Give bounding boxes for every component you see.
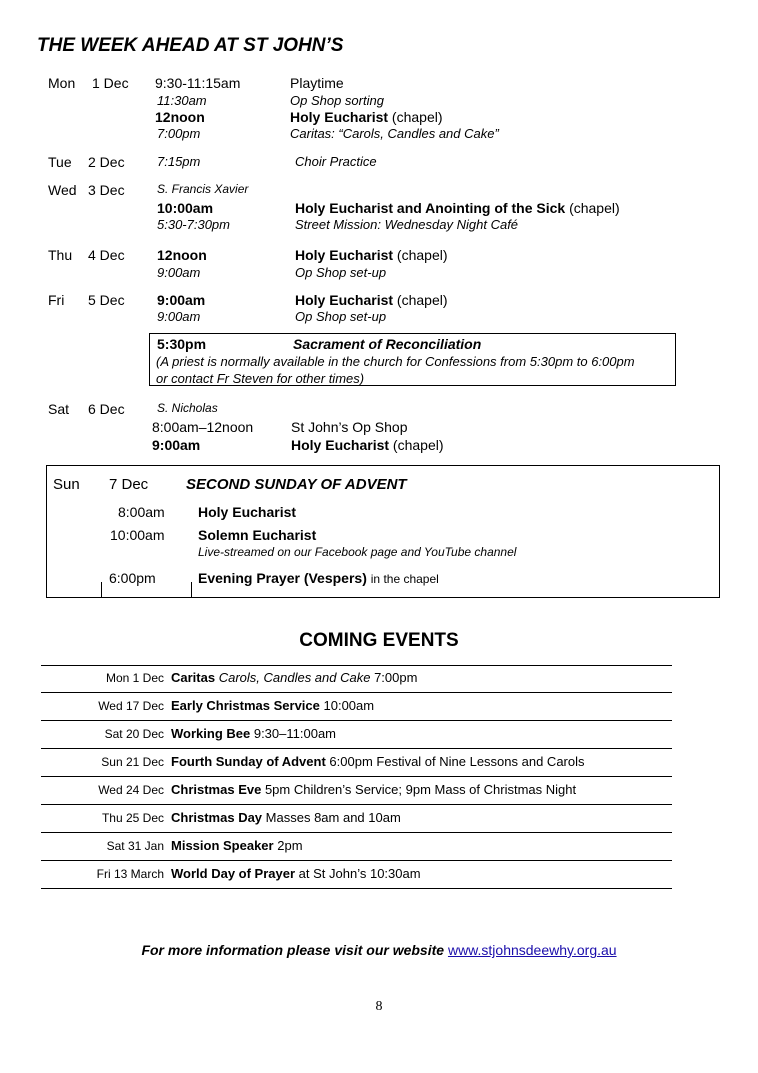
event-note: in the chapel <box>370 572 439 586</box>
event-time: 6:00pm <box>109 570 156 586</box>
reconciliation-title: Sacrament of Reconciliation <box>293 336 482 352</box>
event-title: World Day of Prayer <box>171 866 296 881</box>
event-detail: 2pm <box>277 838 303 853</box>
event-detail: 6:00pm Festival of Nine Lessons and Carols <box>329 754 585 769</box>
event-time: 7:00pm <box>374 670 418 685</box>
saint-day: S. Francis Xavier <box>157 182 249 196</box>
event-detail: Masses 8am and 10am <box>265 810 401 825</box>
event-time: 8:00am–12noon <box>152 419 254 435</box>
event-title: Caritas <box>171 670 216 685</box>
day-name: Sat <box>48 401 70 417</box>
event-name: Choir Practice <box>295 154 377 169</box>
event-name: Caritas: “Carols, Candles and Cake” <box>290 126 499 141</box>
event-date: Sat 31 Jan <box>106 839 164 853</box>
event-time: 12noon <box>157 247 207 263</box>
event-detail: 9:30–11:00am <box>253 726 337 741</box>
event-time: 7:00pm <box>157 126 201 141</box>
day-name: Fri <box>48 292 65 308</box>
event-title: Holy Eucharist <box>295 292 394 308</box>
event-row <box>41 861 672 889</box>
event-note: Live-streamed on our Facebook page and YouTube channel <box>198 545 517 559</box>
event-time: 9:00am <box>152 437 201 453</box>
day-name: Tue <box>48 154 72 170</box>
event-date: Wed 17 Dec <box>98 699 164 713</box>
event-name <box>291 437 444 453</box>
event-time: 9:30-11:15am <box>155 75 241 91</box>
day-date: 1 Dec <box>92 75 129 91</box>
sunday-heading: SECOND SUNDAY OF ADVENT <box>186 476 407 493</box>
day-date: 4 Dec <box>88 247 125 263</box>
event-description <box>171 838 303 853</box>
day-date: 3 Dec <box>88 182 125 198</box>
day-name: Thu <box>48 247 73 263</box>
sunday-box-tick <box>101 582 102 598</box>
event-name: Op Shop set-up <box>295 309 387 324</box>
day-date: 6 Dec <box>88 401 125 417</box>
day-date: 5 Dec <box>88 292 125 308</box>
event-row <box>41 749 672 777</box>
day-date: 7 Dec <box>109 476 149 493</box>
event-detail: Carols, Candles and Cake <box>218 670 371 685</box>
event-description <box>171 866 421 881</box>
event-row <box>41 805 672 833</box>
event-name: Holy Eucharist <box>198 504 297 520</box>
event-note: (chapel) <box>396 247 448 263</box>
event-row <box>41 721 672 749</box>
event-time: 12noon <box>155 109 205 125</box>
event-title: Holy Eucharist <box>291 437 390 453</box>
event-title: Mission Speaker <box>171 838 274 853</box>
event-name: Solemn Eucharist <box>198 527 317 543</box>
event-title: Fourth Sunday of Advent <box>171 754 326 769</box>
event-time: 8:00am <box>118 504 165 520</box>
event-note: (chapel) <box>396 292 448 308</box>
event-date: Sun 21 Dec <box>101 755 164 769</box>
event-title: Christmas Eve <box>171 782 262 797</box>
event-date: Wed 24 Dec <box>98 783 164 797</box>
saint-day: S. Nicholas <box>157 401 218 415</box>
event-name <box>295 200 620 216</box>
event-time: 9:00am <box>157 265 201 280</box>
day-name: Sun <box>53 476 80 493</box>
event-name <box>198 570 439 586</box>
event-time: 10:00am <box>157 200 214 216</box>
event-note: (chapel) <box>569 200 620 216</box>
event-time: 9:00am <box>157 292 206 308</box>
event-time: 5:30-7:30pm <box>157 217 230 232</box>
event-name <box>295 292 448 308</box>
event-name: St John’s Op Shop <box>291 419 408 435</box>
event-detail: 5pm Children’s Service; 9pm Mass of Christmas Night <box>264 782 577 797</box>
event-detail: at St John’s 10:30am <box>298 866 421 881</box>
coming-events-title: COMING EVENTS <box>299 630 459 651</box>
event-row <box>41 833 672 861</box>
event-description <box>171 670 417 685</box>
event-name: Street Mission: Wednesday Night Café <box>295 217 519 232</box>
event-name: Playtime <box>290 75 344 91</box>
event-description <box>171 754 585 769</box>
event-time: 11:30am <box>157 93 207 108</box>
event-title: Holy Eucharist and Anointing of the Sick <box>295 200 566 216</box>
event-name: Op Shop set-up <box>295 265 387 280</box>
event-title: Early Christmas Service <box>171 698 320 713</box>
event-time: 9:00am <box>157 309 201 324</box>
day-name: Wed <box>48 182 77 198</box>
reconciliation-note-line1: (A priest is normally available in the church for Confessions from 5:30pm to 6:00pm <box>156 354 635 369</box>
event-date: Mon 1 Dec <box>105 671 164 685</box>
event-title: Holy Eucharist <box>290 109 389 125</box>
footer-text: For more information please visit our website <box>141 942 445 958</box>
reconciliation-time: 5:30pm <box>157 336 207 352</box>
footer <box>0 942 758 958</box>
event-description <box>171 782 576 797</box>
event-title: Working Bee <box>171 726 251 741</box>
event-title: Evening Prayer (Vespers) <box>198 570 367 586</box>
event-title: Christmas Day <box>171 810 263 825</box>
website-link[interactable]: www.stjohnsdeewhy.org.au <box>447 942 617 958</box>
event-row <box>41 693 672 721</box>
event-date: Thu 25 Dec <box>101 811 164 825</box>
event-time: 10:00am <box>110 527 165 543</box>
event-name <box>295 247 448 263</box>
event-description <box>171 810 401 825</box>
event-row <box>41 665 672 693</box>
page-number: 8 <box>375 999 383 1014</box>
event-description <box>171 698 374 713</box>
event-title: Holy Eucharist <box>295 247 394 263</box>
event-description <box>171 726 336 741</box>
event-date: Sat 20 Dec <box>104 727 164 741</box>
day-name: Mon <box>48 75 76 91</box>
event-detail: 10:00am <box>323 698 375 713</box>
reconciliation-note-line2: or contact Fr Steven for other times) <box>156 371 365 386</box>
sunday-box-tick <box>191 582 192 598</box>
event-note: (chapel) <box>391 109 443 125</box>
event-name <box>290 109 443 125</box>
event-row <box>41 777 672 805</box>
event-note: (chapel) <box>392 437 444 453</box>
page-title: THE WEEK AHEAD AT ST JOHN’S <box>37 35 344 56</box>
event-name: Op Shop sorting <box>290 93 384 108</box>
day-date: 2 Dec <box>88 154 125 170</box>
event-time: 7:15pm <box>157 154 201 169</box>
event-date: Fri 13 March <box>96 867 164 881</box>
